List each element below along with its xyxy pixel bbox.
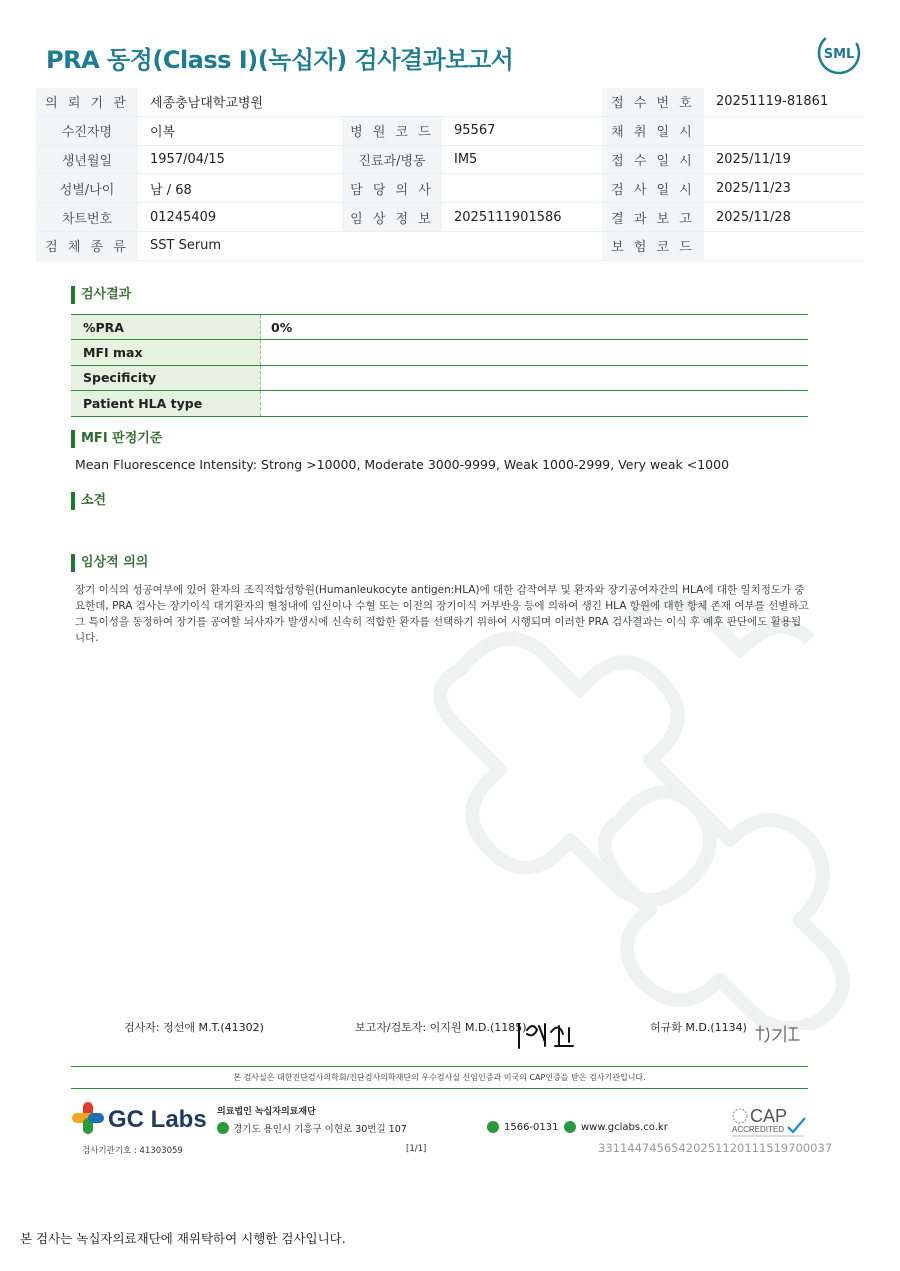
birthdate-label: 생년월일 <box>36 145 138 174</box>
reporter-handwritten-signature <box>515 1018 580 1052</box>
institution-value: 세종충남대학교병원 <box>138 88 602 116</box>
reception-date-label: 접 수 일 시 <box>602 145 704 174</box>
table-row <box>71 365 808 390</box>
phone-icon <box>487 1121 499 1133</box>
sex-age-label: 성별/나이 <box>36 174 138 203</box>
specimen-type-value: SST Serum <box>138 231 602 260</box>
info-row <box>36 88 864 116</box>
chart-number-label: 차트번호 <box>36 203 138 232</box>
clinical-info-label: 임 상 정 보 <box>342 203 442 232</box>
agency-code: 검사기관기호 : 41303059 <box>82 1146 183 1156</box>
org-name: 의료법인 녹십자의료재단 <box>217 1107 316 1117</box>
table-row <box>71 391 808 416</box>
result-label: %PRA <box>71 315 261 340</box>
cap-logo-text: CAP <box>750 1106 788 1126</box>
result-report-label: 결 과 보 고 <box>602 203 704 232</box>
reception-number-value: 20251119-81861 <box>704 88 864 116</box>
hospital-code-value: 95567 <box>442 116 602 145</box>
hospital-code-label: 병 원 코 드 <box>342 116 442 145</box>
gclabs-logo <box>70 1100 215 1136</box>
footer-divider-bottom <box>71 1088 808 1089</box>
collection-date-value <box>704 116 864 145</box>
reporter-signature-text: 보고자/검토자: 이지원 M.D.(1185) <box>355 1021 527 1034</box>
clinical-section-title: 임상적 의의 <box>71 554 148 572</box>
website-row <box>564 1121 668 1133</box>
results-table <box>71 314 808 417</box>
patient-name-value: 이복 <box>138 116 342 145</box>
institution-label: 의 뢰 기 관 <box>36 88 138 116</box>
report-title: PRA 동정(Class I)(녹십자) 검사결과보고서 <box>46 46 514 74</box>
footer-divider-top <box>71 1066 808 1067</box>
sex-age-value: 남 / 68 <box>138 174 342 203</box>
org-address-row <box>217 1121 407 1135</box>
page-number: [1/1] <box>406 1144 427 1154</box>
result-label: Patient HLA type <box>71 391 261 416</box>
info-row <box>36 231 864 260</box>
gclabs-logo-text: GC Labs <box>108 1106 207 1133</box>
clinical-info-value: 2025111901586 <box>442 203 602 232</box>
table-row <box>71 315 808 340</box>
reception-date-value: 2025/11/19 <box>704 145 864 174</box>
certification-text: 본 검사실은 대한진단검사의학회/진단검사의학재단의 우수검사실 신임인증과 미국의 CAP인증을 받은 검사기관입니다. <box>233 1073 646 1082</box>
info-row <box>36 174 864 203</box>
tester-signature-text: 검사자: 정선애 M.T.(41302) <box>124 1021 264 1034</box>
doctor-label: 담 당 의 사 <box>342 174 442 203</box>
result-value <box>261 365 809 390</box>
specimen-type-label: 검 체 종 류 <box>36 231 138 260</box>
department-label: 진료과/병동 <box>342 145 442 174</box>
birthdate-value: 1957/04/15 <box>138 145 342 174</box>
department-value: IM5 <box>442 145 602 174</box>
sml-logo <box>816 30 862 76</box>
mfi-section-title: MFI 판정기준 <box>71 430 162 448</box>
reviewer-handwritten-signature <box>753 1022 803 1044</box>
insurance-code-value <box>704 231 864 260</box>
patient-name-label: 수진자명 <box>36 116 138 145</box>
result-value <box>261 391 809 416</box>
test-date-label: 검 사 일 시 <box>602 174 704 203</box>
insurance-code-label: 보 험 코 드 <box>602 231 704 260</box>
results-section-title: 검사결과 <box>71 286 131 304</box>
clinical-significance-text: 장기 이식의 성공여부에 있어 환자의 조직적합성항원(Humanleukocyte antigen:HLA)에 대한 감작여부 및 환자와 장기공여자간의 HLA에 대한 일치정도가 중요한데, PRA 검사는 장기이식 대기환자의 혈청내에 임신이나 수혈 또는 이전의 장기이식 거부반응 등에 의하여 생긴 HLA 항원에 대한 항체 존재 여부를 선별하고 그 특이성을 동정하여 장기를 공여할 뇌사자가 발생시에 신속히 적합한 환자를 선택하기 위하여 시행되며 이러한 PRA 검사결과는 이식 후 예후 판단에도 활용됩니다. <box>75 584 809 644</box>
cap-accredited-logo <box>730 1103 808 1139</box>
result-value: 0% <box>271 319 293 335</box>
phone-row <box>487 1121 559 1133</box>
home-icon <box>564 1121 576 1133</box>
test-date-value: 2025/11/23 <box>704 174 864 203</box>
result-label: Specificity <box>71 365 261 390</box>
table-row <box>71 340 808 365</box>
result-report-value: 2025/11/28 <box>704 203 864 232</box>
info-row <box>36 116 864 145</box>
mfi-criteria-text: Mean Fluorescence Intensity: Strong >10000, Moderate 3000-9999, Weak 1000-2999, Very weak <1000 <box>75 457 730 472</box>
sml-logo-text: SML <box>823 47 855 62</box>
result-label: MFI max <box>71 340 261 365</box>
location-pin-icon <box>217 1122 229 1134</box>
phone-number: 1566-0131 <box>504 1121 559 1133</box>
website-link[interactable]: www.gclabs.co.kr <box>581 1121 668 1133</box>
org-address: 경기도 용인시 기흥구 이현로 30번길 107 <box>233 1124 407 1135</box>
info-row <box>36 203 864 232</box>
chart-number-value: 01245409 <box>138 203 342 232</box>
info-row <box>36 145 864 174</box>
reception-number-label: 접 수 번 호 <box>602 88 704 116</box>
doctor-value <box>442 174 602 203</box>
barcode-number: 33114474565420251120111519700037 <box>598 1141 833 1155</box>
opinion-section-title: 소견 <box>71 492 106 510</box>
cap-logo-subtext: ACCREDITED <box>732 1125 785 1134</box>
patient-info-table <box>36 88 864 261</box>
reviewer-signature-text: 허규화 M.D.(1134) <box>650 1021 747 1034</box>
bottom-note: 본 검사는 녹십자의료재단에 재위탁하여 시행한 검사입니다. <box>20 1231 346 1246</box>
collection-date-label: 채 취 일 시 <box>602 116 704 145</box>
result-value <box>261 340 809 365</box>
